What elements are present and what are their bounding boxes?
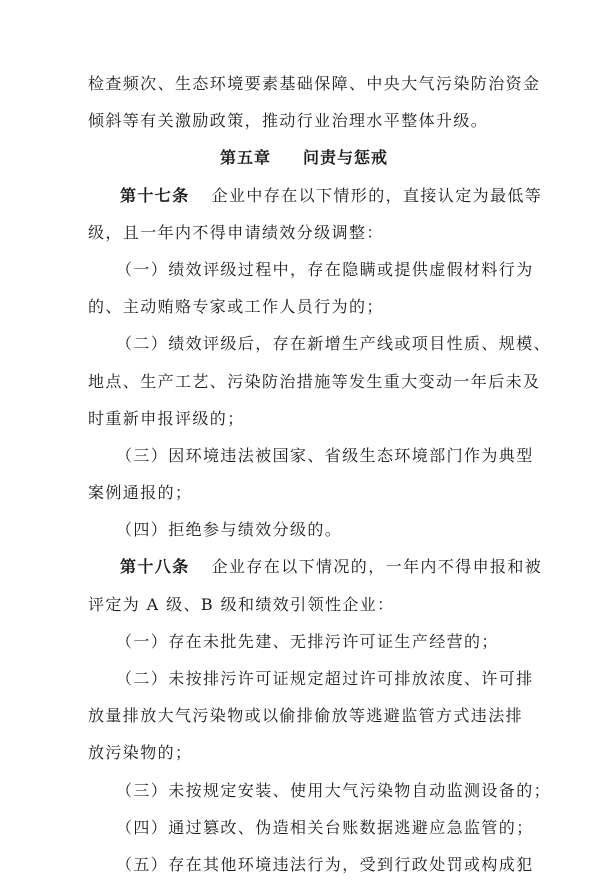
text-line: 倾斜等有关激励政策，推动行业治理水平整体升级。	[88, 111, 489, 131]
chapter-number: 第五章	[219, 148, 271, 168]
text-line: （四）通过篡改、伪造相关台账数据逃避应急监管的；	[116, 817, 534, 837]
text-line: 放污染物的；	[88, 743, 193, 763]
article-18-first-line	[88, 557, 543, 577]
text-line: （五）存在其他环境违法行为，受到行政处罚或构成犯	[116, 854, 534, 874]
text-line: 检查频次、生态环境要素基础保障、中央大气污染防治资金	[88, 74, 541, 93]
text-line: 案例通报的；	[88, 483, 193, 503]
text-line: 地点、生产工艺、污染防治措施等发生重大变动一年后未及	[88, 371, 541, 391]
article-17-label: 第十七条	[120, 185, 190, 205]
text-line: （三）未按规定安装、使用大气污染物自动监测设备的；	[116, 780, 552, 800]
text-line: （二）绩效评级后，存在新增生产线或项目性质、规模、	[116, 334, 552, 354]
article-18-label: 第十八条	[120, 557, 190, 577]
article-17-first-line	[88, 185, 543, 205]
article-18-text: 企业存在以下情况的，一年内不得申报和被	[211, 557, 543, 577]
text-line: （三）因环境违法被国家、省级生态环境部门作为典型	[116, 445, 534, 465]
text-line: 级，且一年内不得申请绩效分级调整：	[88, 222, 384, 242]
chapter-heading	[88, 148, 520, 167]
text-line: 时重新申报评级的；	[88, 408, 245, 428]
text-line: （四）拒绝参与绩效分级的。	[116, 520, 343, 540]
text-line: 的、主动贿赂专家或工作人员行为的；	[88, 297, 384, 317]
text-line: （一）绩效评级过程中，存在隐瞒或提供虚假材料行为	[116, 259, 534, 279]
article-17-text: 企业中存在以下情形的，直接认定为最低等	[211, 185, 543, 205]
chapter-title: 问责与惩戒	[303, 148, 389, 168]
text-line: （二）未按排污许可证规定超过许可排放浓度、许可排	[116, 669, 534, 688]
text-line: 评定为 A 级、B 级和绩效引领性企业：	[88, 594, 395, 614]
text-line: （一）存在未批先建、无排污许可证生产经营的；	[116, 631, 499, 651]
text-line: 放量排放大气污染物或以偷排偷放等逃避监管方式违法排	[88, 706, 524, 726]
document-page	[88, 74, 552, 892]
